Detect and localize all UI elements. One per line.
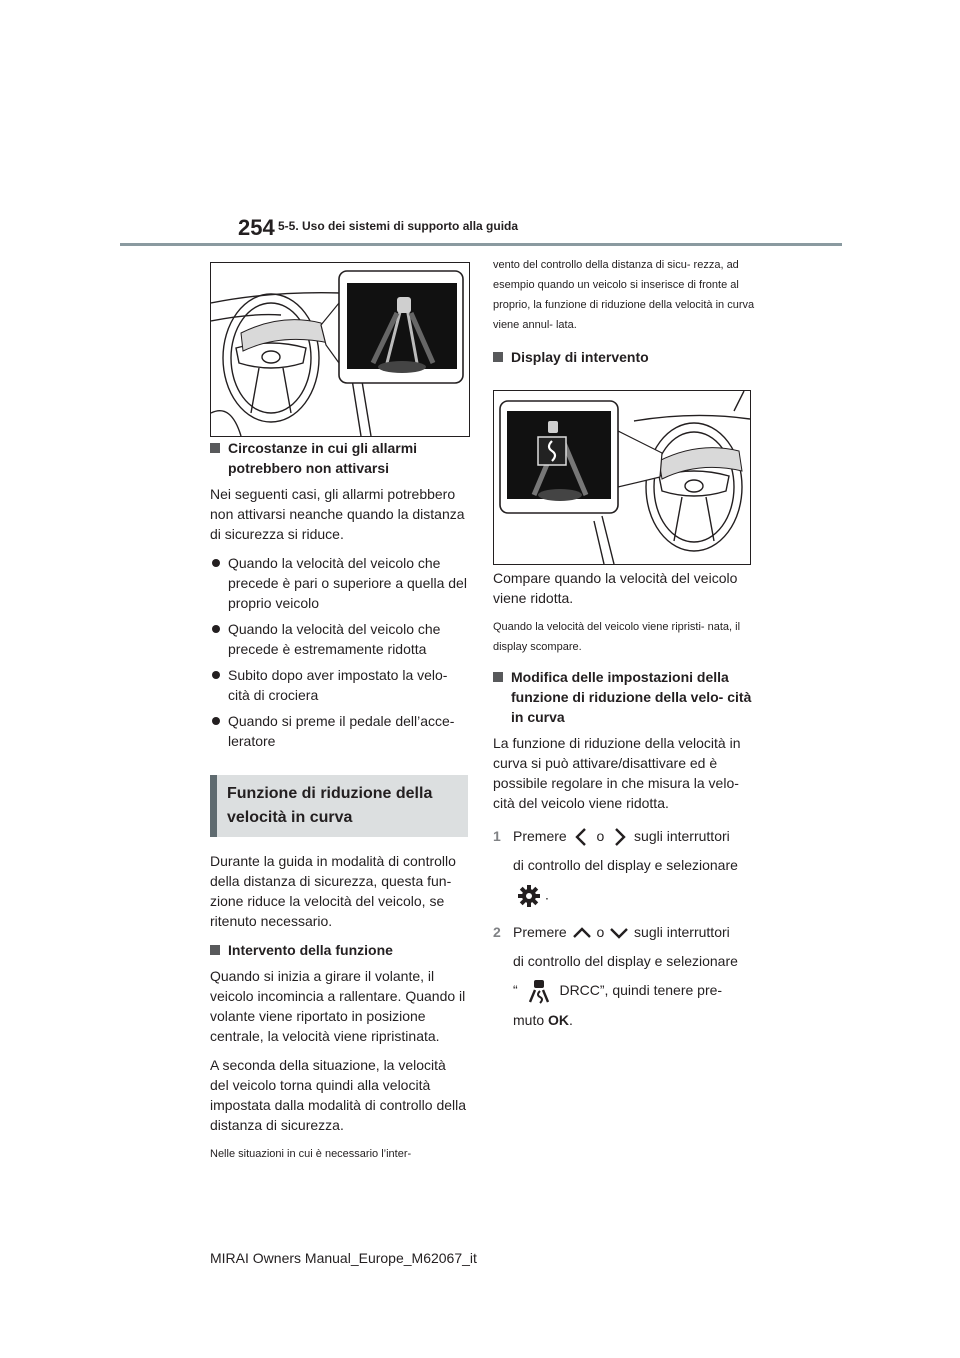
bullet-icon	[212, 717, 220, 725]
heading-intervention-display: Display di intervento	[493, 347, 755, 367]
bullet-icon	[212, 671, 220, 679]
chevron-up-icon	[571, 922, 593, 944]
square-bullet-icon	[210, 443, 220, 453]
list-item: Quando la velocità del veicolo che precede è estremamente ridotta	[210, 619, 468, 659]
heading-alarm-circumstances: Circostanze in cui gli allarmi potrebbero non attivarsi	[210, 438, 468, 478]
chevron-right-icon	[608, 826, 630, 848]
chevron-left-icon	[571, 826, 593, 848]
note-text: Nelle situazioni in cui è necessario l’inter-	[210, 1148, 412, 1160]
paragraph: Durante la guida in modalità di controllo della distanza di sicurezza, questa fun- zione riduce la velocità del veicolo, se ritenuto necessario.	[210, 853, 456, 929]
bullet-icon	[212, 559, 220, 567]
paragraph: Compare quando la velocità del veicolo viene ridotta.	[493, 570, 738, 606]
step-2: 2 Premere o sugli interruttori di controllo del display e selezionare “ DRCC”, quindi tenere pre- muto OK.	[493, 918, 755, 1035]
bullet-icon	[212, 625, 220, 633]
section-box-heading: Funzione di riduzione della velocità in curva	[210, 775, 468, 837]
section-title: 5-5. Uso dei sistemi di supporto alla guida	[278, 219, 519, 233]
footer-manual-id: MIRAI Owners Manual_Europe_M62067_it	[210, 1250, 477, 1266]
list-item: Subito dopo aver impostato la velo- cità di crociera	[210, 665, 468, 705]
heading-modify-settings: Modifica delle impostazioni della funzione di riduzione della velo- cità in curva	[493, 667, 755, 727]
left-column	[210, 438, 468, 1173]
paragraph: A seconda della situazione, la velocità del veicolo torna quindi alla velocità impostata dalla modalità di controllo della distanza di sicurezza.	[210, 1057, 467, 1133]
square-bullet-icon	[493, 672, 503, 682]
step-1: 1 Premere o sugli interruttori di controllo del display e selezionare .	[493, 822, 755, 912]
step-number: 2	[493, 924, 501, 940]
drcc-curve-icon	[526, 978, 552, 1004]
square-bullet-icon	[493, 352, 503, 362]
note-text: vento del controllo della distanza di sicu- rezza, ad esempio quando un veicolo si inserisce di fronte al proprio, la funzione di riduzione della velocità in curva viene annul- lata.	[493, 259, 755, 331]
list-item: Quando si preme il pedale dell’acce- leratore	[210, 711, 468, 751]
intervention-display-illustration	[494, 391, 750, 564]
steering-wheel-illustration	[211, 263, 469, 436]
gear-icon	[517, 884, 541, 908]
paragraph: La funzione di riduzione della velocità in curva si può attivare/disattivare ed è possibile regolare in che misura la velo- cità del veicolo viene ridotta.	[493, 735, 741, 811]
header-divider	[120, 243, 842, 246]
heading-function-intervention: Intervento della funzione	[210, 940, 468, 960]
square-bullet-icon	[210, 945, 220, 955]
chevron-down-icon	[608, 922, 630, 944]
paragraph: Nei seguenti casi, gli allarmi potrebbero non attivarsi neanche quando la distanza di sicurezza si riduce.	[210, 486, 465, 542]
right-column-lower	[493, 568, 755, 1039]
paragraph: Quando si inizia a girare il volante, il veicolo incomincia a rallentare. Quando il volante viene riportato in posizione centrale, la velocità viene ripristinata.	[210, 968, 466, 1044]
figure-steering-wheel-display	[210, 262, 470, 437]
page-number: 254	[238, 215, 275, 240]
note-text: Quando la velocità del veicolo viene ripristi- nata, il display scompare.	[493, 621, 741, 653]
ok-icon: OK	[548, 1012, 570, 1029]
figure-intervention-display	[493, 390, 751, 565]
step-number: 1	[493, 828, 501, 844]
list-item: Quando la velocità del veicolo che precede è pari o superiore a quella del proprio veicolo	[210, 553, 468, 613]
right-column	[493, 255, 755, 373]
